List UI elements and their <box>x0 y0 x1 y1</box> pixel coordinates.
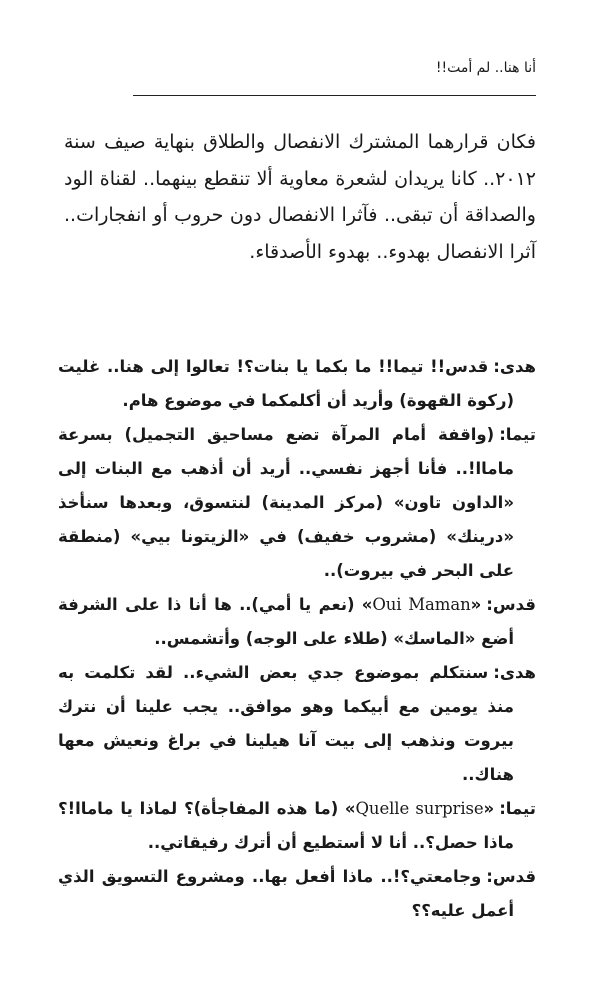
speaker-name: تيما: <box>499 425 536 444</box>
dialogue-text: (واقفة أمام المرآة تضع مساحيق التجميل) بسرعة ماماا!.. فأنا أجهز نفسي.. أريد أن أذهب مع البنات إلى «الداون تاون» (مركز المدينة) لنتسوق، وبعدها سنأخذ «درينك» (مشروب خفيف) في «الزيتونا بيي» (منطقة على البحر في بيروت).. <box>58 425 514 580</box>
dialogue-line <box>58 418 536 588</box>
dialogue-text-continued: » (ما هذه المفاجأة)؟ لماذا يا ماماا!؟ماذا حصل؟.. أنا لا أستطيع أن أترك رفيقاتي.. <box>58 799 514 852</box>
dialogue-line <box>58 350 536 418</box>
speaker-name: تيما: <box>499 799 536 818</box>
dialogue-text: قدس!! تيما!! ما بكما يا بنات؟! تعالوا إلى هنا.. غليت (ركوة القهوة) وأريد أن أكلمكما في موضوع هام. <box>58 357 514 410</box>
dialogue-line <box>58 656 536 792</box>
dialogue-text: سنتكلم بموضوع جدي بعض الشيء.. لقد تكلمت به منذ يومين مع أبيكما وهو موافق.. يجب علينا أن نترك بيروت ونذهب إلى بيت آنا هيلينا في براغ ونعيش معها هناك.. <box>58 663 514 784</box>
dialogue-text: وجامعتي؟!.. ماذا أفعل بها.. ومشروع التسويق الذي أعمل عليه؟؟ <box>58 867 514 920</box>
running-header-title: أنا هنا.. لم أمت!! <box>435 60 536 76</box>
dialogue-text-continued: » (نعم يا أمي).. ها أنا ذا على الشرفة أضع «الماسك» (طلاء على الوجه) وأتشمس.. <box>58 595 514 648</box>
speaker-name: هدى: <box>493 357 536 376</box>
quote-open: « <box>483 799 495 818</box>
french-phrase: Quelle surprise <box>355 799 484 818</box>
dialogue-line <box>58 792 536 860</box>
dialogue-section <box>58 350 536 928</box>
narration-paragraph: فكان قرارهما المشترك الانفصال والطلاق بنهاية صيف سنة ٢٠١٢.. كانا يريدان لشعرة معاوية ألا تنقطع بينهما.. لقناة الود والصداقة أن تبقى.. فآثرا الانفصال دون حروب أو انفجارات.. آثرا الانفصال بهدوء.. بهدوء الأصدقاء. <box>64 131 536 263</box>
dialogue-text <box>58 595 514 648</box>
dialogue-text <box>58 799 514 852</box>
quote-open: « <box>470 595 482 614</box>
speaker-name: قدس: <box>486 867 536 886</box>
dialogue-line <box>58 860 536 928</box>
speaker-name: قدس: <box>486 595 536 614</box>
header-divider <box>133 95 536 96</box>
speaker-name: هدى: <box>493 663 536 682</box>
dialogue-line <box>58 588 536 656</box>
french-phrase: Oui Maman <box>372 595 471 614</box>
